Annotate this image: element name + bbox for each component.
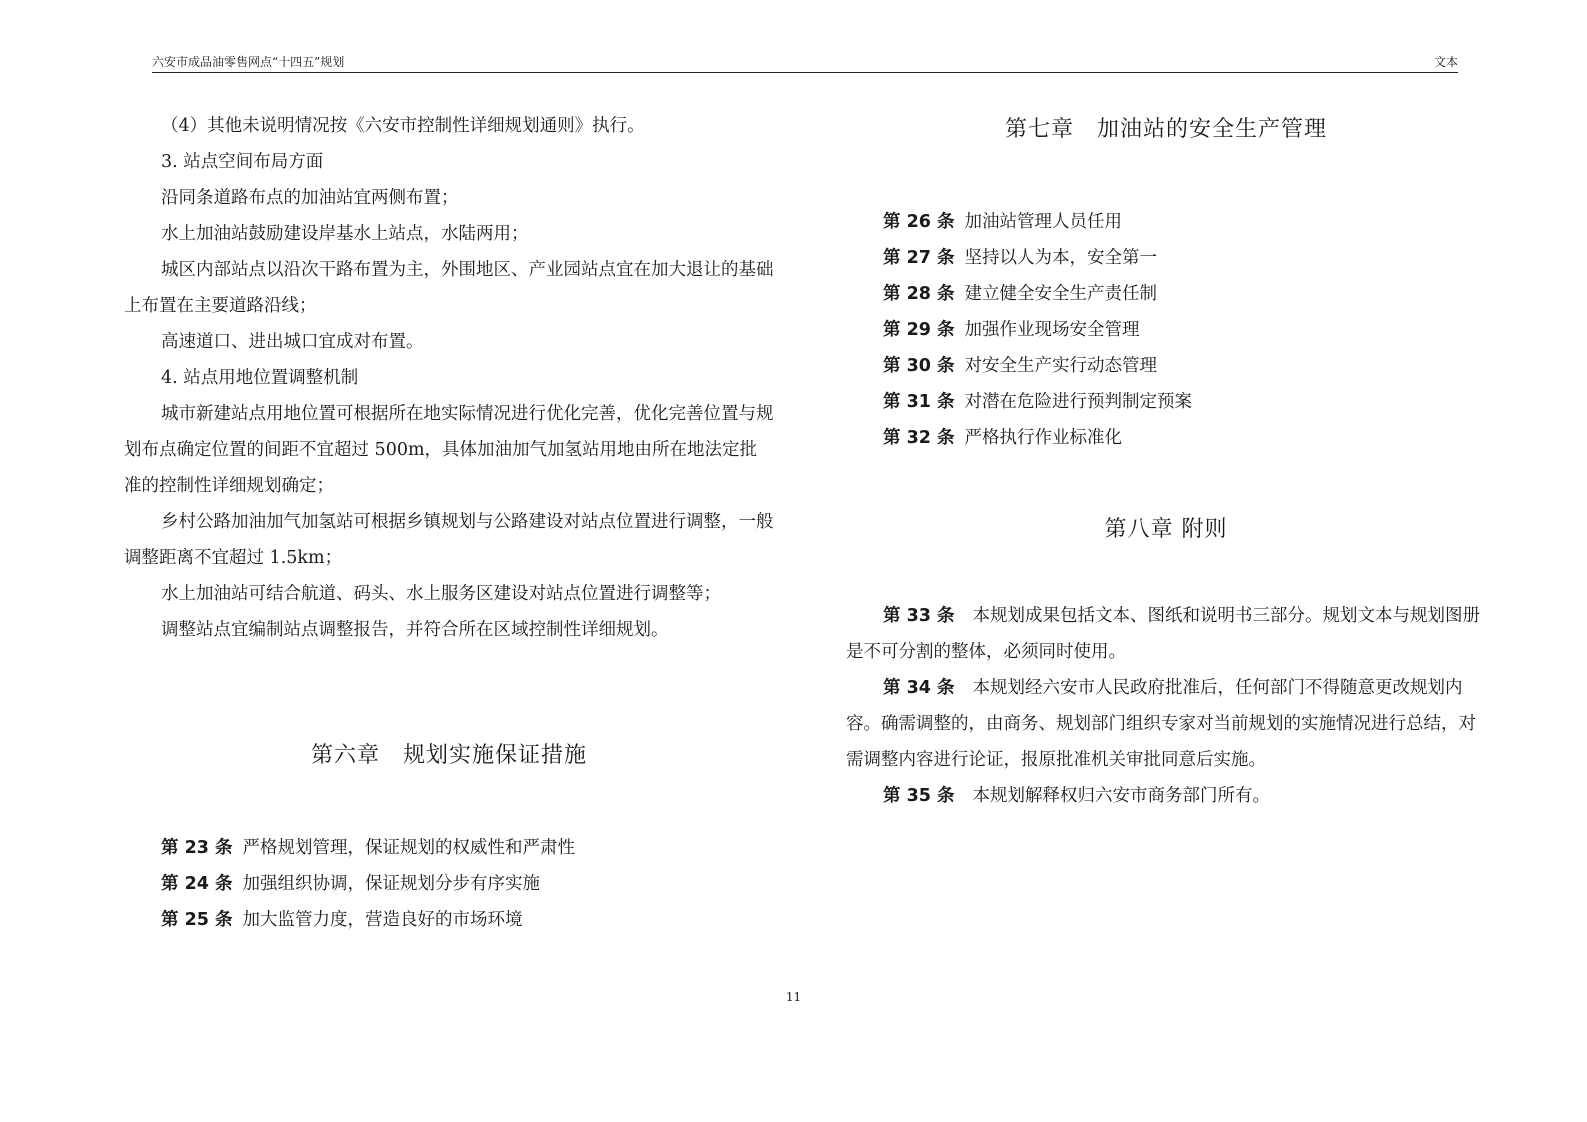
article-item (846, 420, 1486, 456)
article-paragraph (846, 598, 1486, 670)
paragraph: 高速道口、进出城口宜成对布置。 (161, 332, 424, 352)
article-text: 加大监管力度，营造良好的市场环境 (242, 910, 523, 930)
article-text: 严格执行作业标准化 (964, 428, 1123, 448)
page-number: 11 (785, 990, 802, 1004)
article-text: 对安全生产实行动态管理 (964, 356, 1158, 376)
paragraph: 水上加油站可结合航道、码头、水上服务区建设对站点位置进行调整等； (161, 584, 721, 604)
article-label: 第 32 条 (883, 428, 955, 448)
article-item (846, 240, 1486, 276)
article-label: 第 35 条 (883, 786, 955, 806)
article-item (846, 276, 1486, 312)
paragraph: 水上加油站鼓励建设岸基水上站点，水陆两用； (161, 224, 529, 244)
article-text: 本规划成果包括文本、图纸和说明书三部分。规划文本与规划图册是不可分割的整体，必须同时使用。 (846, 606, 1481, 662)
article-label: 第 27 条 (883, 248, 955, 268)
article-label: 第 33 条 (883, 606, 955, 626)
article-item (846, 384, 1486, 420)
article-text: 加油站管理人员任用 (964, 212, 1123, 232)
subheading: 4. 站点用地位置调整机制 (161, 368, 359, 388)
article-text: 坚持以人为本，安全第一 (964, 248, 1158, 268)
article-item (846, 312, 1486, 348)
article-text: 对潜在危险进行预判制定预案 (964, 392, 1193, 412)
article-paragraph (846, 778, 1486, 814)
chapter-heading: 第六章 规划实施保证措施 (310, 743, 587, 768)
article-text: 加强作业现场安全管理 (964, 320, 1140, 340)
article-label: 第 30 条 (883, 356, 955, 376)
article-item (846, 204, 1486, 240)
article-label: 第 26 条 (883, 212, 955, 232)
article-item (846, 348, 1486, 384)
paragraph: 城市新建站点用地位置可根据所在地实际情况进行优化完善，优化完善位置与规划布点确定位置的间距不宜超过 500m，具体加油加气加氢站用地由所在地法定批准的控制性详细规划确定； (124, 404, 774, 496)
header-section: 文本 (1433, 55, 1458, 69)
chapter-heading: 第七章 加油站的安全生产管理 (1004, 117, 1327, 142)
paragraph: 沿同条道路布点的加油站宜两侧布置； (161, 188, 459, 208)
header-title: 六安市成品油零售网点“十四五”规划 (152, 55, 345, 69)
paragraph: 调整站点宜编制站点调整报告，并符合所在区域控制性详细规划。 (161, 620, 669, 640)
left-column (124, 108, 774, 938)
article-item (124, 902, 774, 938)
article-item (124, 830, 774, 866)
paragraph: 城区内部站点以沿次干路布置为主，外围地区、产业园站点宜在加大退让的基础上布置在主要道路沿线； (124, 260, 774, 316)
article-text: 本规划解释权归六安市商务部门所有。 (972, 786, 1271, 806)
article-label: 第 24 条 (161, 874, 233, 894)
subheading: 3. 站点空间布局方面 (161, 152, 324, 172)
article-item (124, 866, 774, 902)
paragraph: （4）其他未说明情况按《六安市控制性详细规划通则》执行。 (161, 116, 645, 136)
article-text: 本规划经六安市人民政府批准后，任何部门不得随意更改规划内容。确需调整的，由商务、规划部门组织专家对当前规划的实施情况进行总结，对需调整内容进行论证，报原批准机关审批同意后实施。 (846, 678, 1476, 770)
page-header (152, 56, 1458, 73)
article-text: 严格规划管理，保证规划的权威性和严肃性 (242, 838, 576, 858)
article-paragraph (846, 670, 1486, 778)
article-label: 第 31 条 (883, 392, 955, 412)
article-text: 加强组织协调，保证规划分步有序实施 (242, 874, 541, 894)
paragraph: 乡村公路加油加气加氢站可根据乡镇规划与公路建设对站点位置进行调整，一般调整距离不宜超过 1.5km； (124, 512, 774, 568)
article-label: 第 29 条 (883, 320, 955, 340)
right-column (846, 108, 1486, 814)
article-text: 建立健全安全生产责任制 (964, 284, 1158, 304)
article-label: 第 28 条 (883, 284, 955, 304)
article-label: 第 23 条 (161, 838, 233, 858)
article-label: 第 34 条 (883, 678, 955, 698)
chapter-heading: 第八章 附则 (1104, 517, 1228, 542)
article-label: 第 25 条 (161, 910, 233, 930)
